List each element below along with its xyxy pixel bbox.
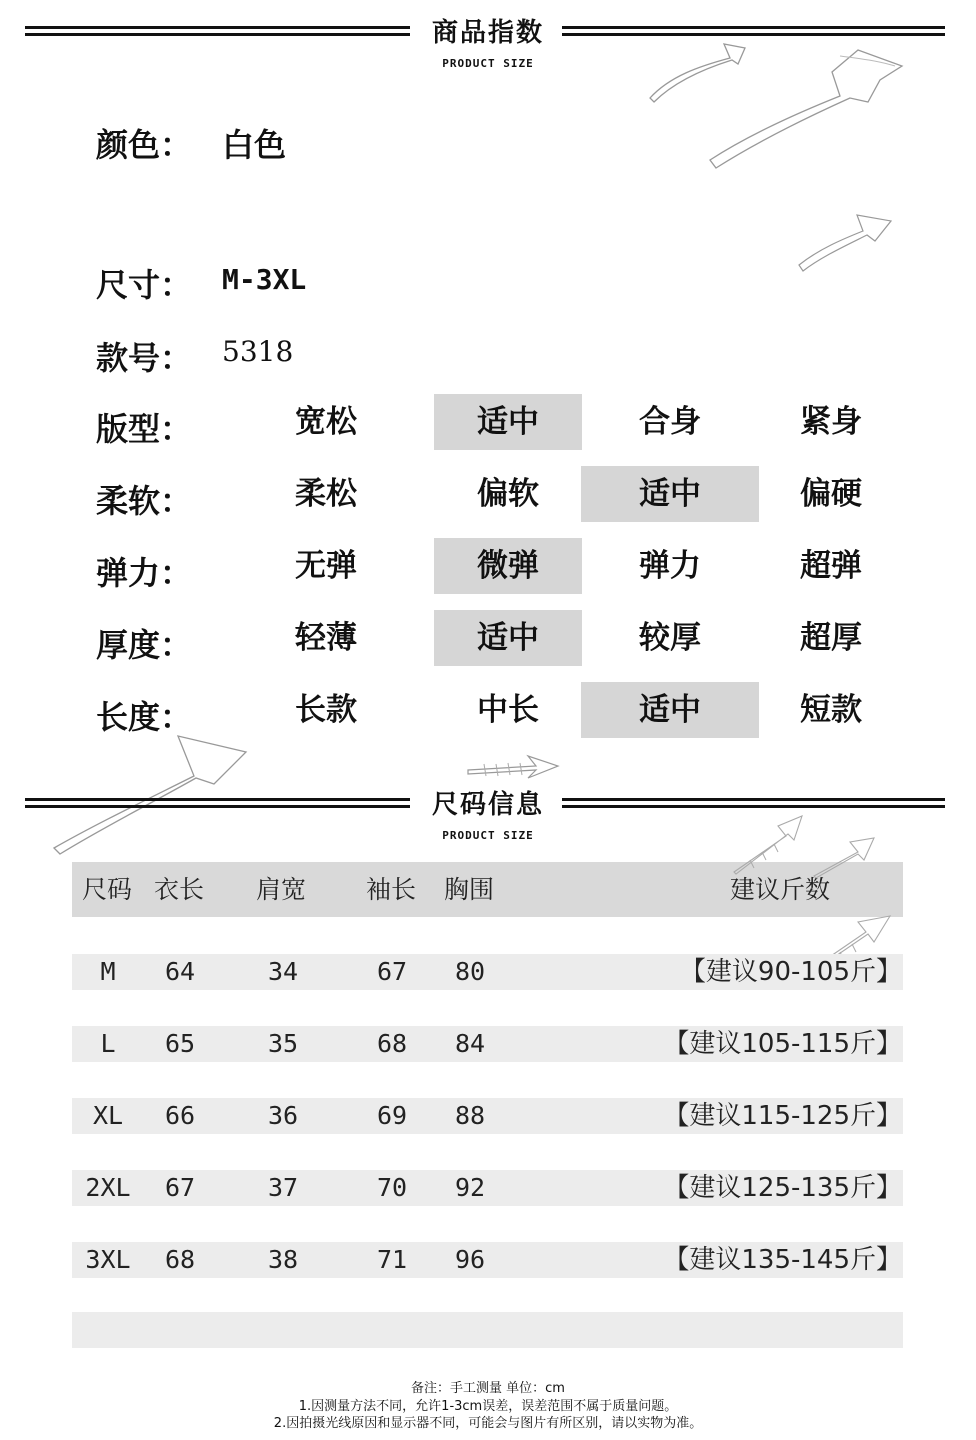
attr-option-length: 中长 [477,692,539,728]
attr-option-thickness: 轻薄 [295,620,357,656]
table-cell-size: XL [92,1101,124,1130]
attr-option-thickness: 超厚 [800,620,862,656]
table-cell-size: 3XL [85,1245,131,1274]
table-cell-size: 2XL [85,1173,131,1202]
section2-subtitle: PRODUCT SIZE [442,829,534,842]
attr-label-length: 长度： [96,698,193,736]
table-cell-weight: 【建议90-105斤】 [679,957,902,987]
attr-option-fit-selected: 适中 [434,394,582,450]
header-shoulder: 肩宽 [256,875,307,904]
style-number-value: 5318 [222,335,294,368]
color-label: 颜色： [96,126,193,164]
attr-option-length: 长款 [295,692,357,728]
attr-option-elasticity: 无弹 [295,548,357,584]
table-cell-length: 64 [165,957,196,986]
table-cell-weight: 【建议125-135斤】 [663,1173,902,1203]
table-cell-sleeve: 67 [377,957,408,986]
attr-option-length-selected: 适中 [581,682,759,738]
table-cell-sleeve: 68 [377,1029,408,1058]
table-cell-chest: 96 [455,1245,486,1274]
attr-option-fit: 紧身 [800,404,862,440]
attr-option-elasticity: 弹力 [639,548,701,584]
table-cell-shoulder: 35 [268,1029,299,1058]
attr-option-fit: 合身 [639,404,701,440]
attr-option-softness: 偏软 [477,476,539,512]
table-cell-weight: 【建议135-145斤】 [663,1245,902,1275]
table-cell-chest: 92 [455,1173,486,1202]
table-cell-sleeve: 71 [377,1245,408,1274]
note-measurement-error: 1.因测量方法不同，允许1-3cm误差，误差范围不属于质量问题。 [298,1399,678,1414]
table-cell-length: 66 [165,1101,196,1130]
table-cell-size: L [100,1029,116,1058]
table-cell-sleeve: 70 [377,1173,408,1202]
style-number-label: 款号： [96,339,193,377]
size-value: M-3XL [222,263,307,296]
header-sleeve: 袖长 [366,875,417,904]
table-cell-length: 65 [165,1029,196,1058]
attr-label-fit: 版型： [96,410,193,448]
color-value: 白色 [222,126,287,164]
attr-option-thickness: 较厚 [639,620,701,656]
table-cell-length: 67 [165,1173,196,1202]
table-cell-chest: 88 [455,1101,486,1130]
section2-title: 尺码信息 [431,790,544,820]
attr-option-length: 短款 [800,692,862,728]
header-weight-recommendation: 建议斤数 [730,875,831,904]
attr-label-softness: 柔软： [96,482,193,520]
table-empty-band [72,1312,903,1348]
table-cell-chest: 80 [455,957,486,986]
attr-option-elasticity-selected: 微弹 [434,538,582,594]
table-cell-weight: 【建议115-125斤】 [663,1101,902,1131]
attr-option-softness: 柔松 [295,476,357,512]
header-size: 尺码 [82,875,133,904]
table-cell-size: M [100,957,116,986]
table-cell-shoulder: 37 [268,1173,299,1202]
attr-option-softness: 偏硬 [800,476,862,512]
attr-option-thickness-selected: 适中 [434,610,582,666]
section1-title: 商品指数 [431,18,544,48]
attr-label-elasticity: 弹力： [96,554,193,592]
decorative-arrow-icon [728,812,898,972]
table-cell-chest: 84 [455,1029,486,1058]
table-cell-weight: 【建议105-115斤】 [663,1029,902,1059]
header-length: 衣长 [154,875,205,904]
attr-option-softness-selected: 适中 [581,466,759,522]
note-color-difference: 2.因拍摄光线原因和显示器不同，可能会与图片有所区别，请以实物为准。 [273,1416,703,1431]
table-cell-shoulder: 38 [268,1245,299,1274]
attr-option-elasticity: 超弹 [800,548,862,584]
attr-option-fit: 宽松 [295,404,357,440]
decorative-arrow-icon [466,752,562,782]
table-cell-sleeve: 69 [377,1101,408,1130]
decorative-arrow-icon [795,205,895,275]
header-chest: 胸围 [444,875,495,904]
table-cell-length: 68 [165,1245,196,1274]
table-cell-shoulder: 36 [268,1101,299,1130]
note-units: 备注：手工测量 单位：cm [411,1381,565,1396]
attr-label-thickness: 厚度： [96,626,193,664]
table-cell-shoulder: 34 [268,957,299,986]
section1-subtitle: PRODUCT SIZE [442,57,534,70]
decorative-arrow-icon [640,36,920,176]
size-label: 尺寸： [96,266,193,304]
